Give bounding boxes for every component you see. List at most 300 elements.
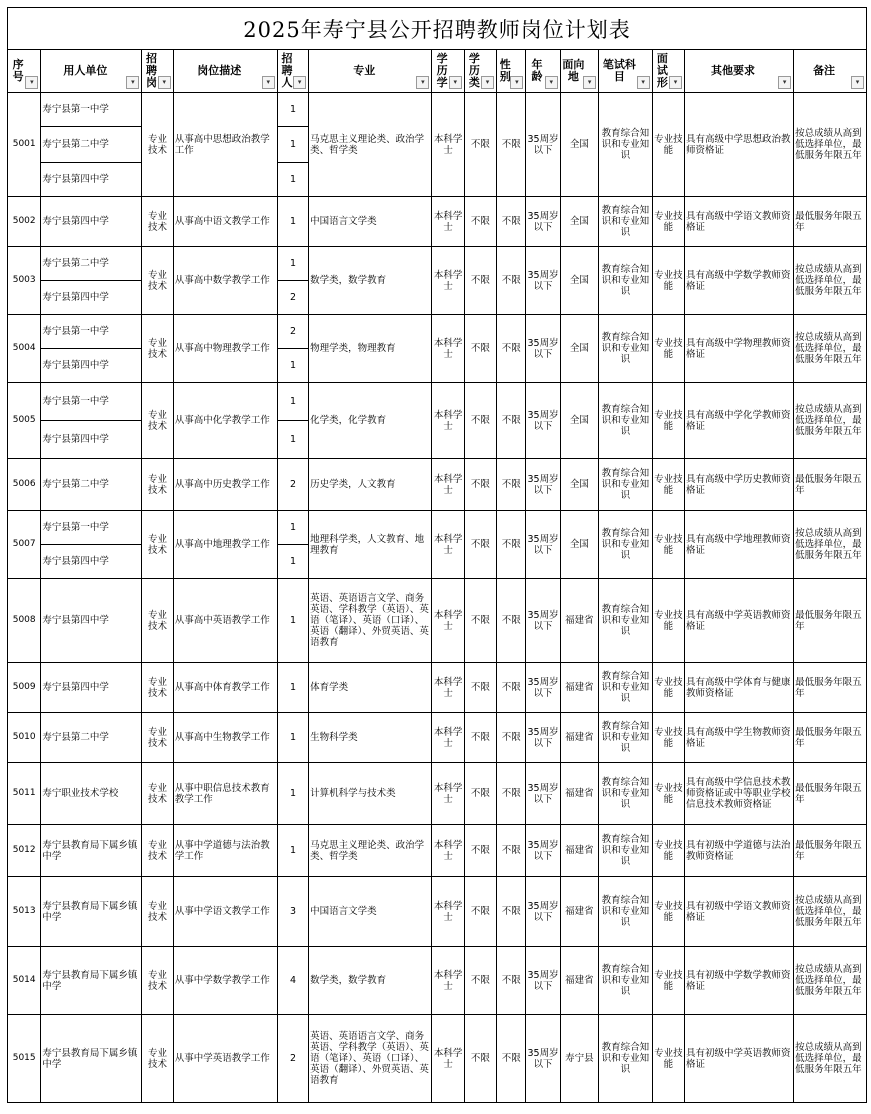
column-header-label: 用人单位 [63, 64, 108, 77]
age-requirement: 35周岁以下 [526, 877, 560, 947]
interview-format: 专业技能 [652, 197, 684, 247]
written-exam-subject: 教育综合知识和专业知识 [599, 663, 653, 713]
post-description: 从事高中体育教学工作 [173, 663, 277, 713]
headcount: 1 [277, 713, 308, 763]
column-header [652, 50, 684, 93]
post-category: 专业技术 [142, 763, 173, 825]
employer-unit: 寿宁县第二中学 [41, 713, 142, 763]
age-requirement: 35周岁以下 [526, 825, 560, 877]
interview-format: 专业技能 [652, 947, 684, 1015]
position-code: 5003 [8, 247, 41, 315]
post-category: 专业技术 [142, 511, 173, 579]
written-exam-subject: 教育综合知识和专业知识 [599, 947, 653, 1015]
education-type: 不限 [464, 877, 496, 947]
other-requirements: 具有高级中学历史教师资格证 [684, 459, 793, 511]
post-description: 从事高中数学教学工作 [173, 247, 277, 315]
major-requirement: 英语、英语语言文学、商务英语、学科教学（英语）、英语（笔译）、英语（口译）、英语（翻译）、外贸英语、英语教育 [309, 579, 432, 663]
table-row [8, 877, 867, 947]
major-requirement: 物理学类，物理教育 [309, 315, 432, 383]
major-requirement: 马克思主义理论类、政治学类、哲学类 [309, 93, 432, 197]
filter-dropdown-icon[interactable]: ▾ [25, 76, 38, 89]
degree-requirement: 本科学士 [432, 247, 464, 315]
table-row [8, 459, 867, 511]
headcount: 1 [277, 247, 308, 281]
education-type: 不限 [464, 763, 496, 825]
interview-format: 专业技能 [652, 825, 684, 877]
filter-dropdown-icon[interactable]: ▾ [545, 76, 558, 89]
post-category: 专业技术 [142, 877, 173, 947]
table-row [8, 247, 867, 281]
degree-requirement: 本科学士 [432, 663, 464, 713]
remarks: 按总成绩从高到低选择单位，最低服务年限五年 [794, 947, 867, 1015]
column-header [277, 50, 308, 93]
remarks: 按总成绩从高到低选择单位，最低服务年限五年 [794, 1015, 867, 1103]
other-requirements: 具有高级中学体育与健康教师资格证 [684, 663, 793, 713]
other-requirements: 具有初级中学数学教师资格证 [684, 947, 793, 1015]
written-exam-subject: 教育综合知识和专业知识 [599, 877, 653, 947]
post-category: 专业技术 [142, 247, 173, 315]
major-requirement: 中国语言文学类 [309, 877, 432, 947]
table-row [8, 511, 867, 545]
age-requirement: 35周岁以下 [526, 383, 560, 459]
education-type: 不限 [464, 579, 496, 663]
employer-unit: 寿宁县第四中学 [41, 579, 142, 663]
position-table [7, 49, 867, 1103]
employer-unit: 寿宁县第一中学 [41, 383, 142, 421]
interview-format: 专业技能 [652, 713, 684, 763]
position-code: 5012 [8, 825, 41, 877]
post-category: 专业技术 [142, 713, 173, 763]
major-requirement: 数学类，数学教育 [309, 247, 432, 315]
degree-requirement: 本科学士 [432, 511, 464, 579]
age-requirement: 35周岁以下 [526, 315, 560, 383]
column-header [794, 50, 867, 93]
filter-dropdown-icon[interactable]: ▾ [416, 76, 429, 89]
headcount: 3 [277, 877, 308, 947]
headcount: 2 [277, 459, 308, 511]
education-type: 不限 [464, 247, 496, 315]
major-requirement: 数学类，数学教育 [309, 947, 432, 1015]
filter-dropdown-icon[interactable]: ▾ [583, 76, 596, 89]
position-code: 5010 [8, 713, 41, 763]
filter-dropdown-icon[interactable]: ▾ [851, 76, 864, 89]
gender-requirement: 不限 [497, 1015, 526, 1103]
headcount: 1 [277, 127, 308, 163]
target-region: 福建省 [560, 579, 598, 663]
headcount: 1 [277, 93, 308, 127]
degree-requirement: 本科学士 [432, 93, 464, 197]
column-header-label: 备注 [813, 64, 836, 77]
filter-dropdown-icon[interactable]: ▾ [778, 76, 791, 89]
gender-requirement: 不限 [497, 713, 526, 763]
filter-dropdown-icon[interactable]: ▾ [158, 76, 171, 89]
post-category: 专业技术 [142, 579, 173, 663]
written-exam-subject: 教育综合知识和专业知识 [599, 763, 653, 825]
post-description: 从事中学语文教学工作 [173, 877, 277, 947]
employer-unit: 寿宁县第四中学 [41, 349, 142, 383]
post-category: 专业技术 [142, 459, 173, 511]
other-requirements: 具有高级中学化学教师资格证 [684, 383, 793, 459]
remarks: 按总成绩从高到低选择单位，最低服务年限五年 [794, 383, 867, 459]
column-header [142, 50, 173, 93]
interview-format: 专业技能 [652, 579, 684, 663]
major-requirement: 生物科学类 [309, 713, 432, 763]
post-description: 从事高中语文教学工作 [173, 197, 277, 247]
post-category: 专业技术 [142, 947, 173, 1015]
degree-requirement: 本科学士 [432, 1015, 464, 1103]
target-region: 全国 [560, 247, 598, 315]
remarks: 最低服务年限五年 [794, 197, 867, 247]
employer-unit: 寿宁县第一中学 [41, 511, 142, 545]
education-type: 不限 [464, 383, 496, 459]
gender-requirement: 不限 [497, 315, 526, 383]
column-header [684, 50, 793, 93]
post-description: 从事高中历史教学工作 [173, 459, 277, 511]
remarks: 按总成绩从高到低选择单位，最低服务年限五年 [794, 315, 867, 383]
position-code: 5009 [8, 663, 41, 713]
remarks: 按总成绩从高到低选择单位，最低服务年限五年 [794, 877, 867, 947]
other-requirements: 具有高级中学信息技术教师资格证或中等职业学校信息技术教师资格证 [684, 763, 793, 825]
table-row [8, 197, 867, 247]
column-header [464, 50, 496, 93]
major-requirement: 地理科学类，人文教育、地理教育 [309, 511, 432, 579]
interview-format: 专业技能 [652, 511, 684, 579]
interview-format: 专业技能 [652, 877, 684, 947]
interview-format: 专业技能 [652, 459, 684, 511]
post-description: 从事中学道德与法治教学工作 [173, 825, 277, 877]
education-type: 不限 [464, 947, 496, 1015]
interview-format: 专业技能 [652, 383, 684, 459]
gender-requirement: 不限 [497, 579, 526, 663]
interview-format: 专业技能 [652, 763, 684, 825]
gender-requirement: 不限 [497, 763, 526, 825]
remarks: 最低服务年限五年 [794, 825, 867, 877]
target-region: 寿宁县 [560, 1015, 598, 1103]
table-row [8, 93, 867, 127]
position-code: 5008 [8, 579, 41, 663]
education-type: 不限 [464, 511, 496, 579]
headcount: 1 [277, 545, 308, 579]
position-code: 5015 [8, 1015, 41, 1103]
gender-requirement: 不限 [497, 197, 526, 247]
post-description: 从事中学英语教学工作 [173, 1015, 277, 1103]
education-type: 不限 [464, 197, 496, 247]
target-region: 全国 [560, 459, 598, 511]
written-exam-subject: 教育综合知识和专业知识 [599, 511, 653, 579]
spreadsheet [7, 7, 867, 1103]
target-region: 全国 [560, 197, 598, 247]
employer-unit: 寿宁县第二中学 [41, 459, 142, 511]
degree-requirement: 本科学士 [432, 197, 464, 247]
employer-unit: 寿宁县第四中学 [41, 281, 142, 315]
post-category: 专业技术 [142, 315, 173, 383]
written-exam-subject: 教育综合知识和专业知识 [599, 579, 653, 663]
written-exam-subject: 教育综合知识和专业知识 [599, 459, 653, 511]
column-header [309, 50, 432, 93]
post-category: 专业技术 [142, 825, 173, 877]
degree-requirement: 本科学士 [432, 825, 464, 877]
headcount: 2 [277, 1015, 308, 1103]
major-requirement: 历史学类，人文教育 [309, 459, 432, 511]
column-header-label: 年龄 [531, 58, 543, 83]
gender-requirement: 不限 [497, 877, 526, 947]
position-code: 5001 [8, 93, 41, 197]
column-header-label: 其他要求 [711, 64, 756, 77]
major-requirement: 英语、英语语言文学、商务英语、学科教学（英语）、英语（笔译）、英语（口译）、英语（翻译）、外贸英语、英语教育 [309, 1015, 432, 1103]
gender-requirement: 不限 [497, 663, 526, 713]
employer-unit: 寿宁县第四中学 [41, 545, 142, 579]
table-row [8, 315, 867, 349]
filter-dropdown-icon[interactable]: ▾ [669, 76, 682, 89]
headcount: 1 [277, 825, 308, 877]
column-header [41, 50, 142, 93]
headcount: 1 [277, 163, 308, 197]
interview-format: 专业技能 [652, 315, 684, 383]
table-row [8, 825, 867, 877]
employer-unit: 寿宁县第二中学 [41, 127, 142, 163]
headcount: 1 [277, 763, 308, 825]
post-description: 从事中学数学教学工作 [173, 947, 277, 1015]
headcount: 2 [277, 281, 308, 315]
employer-unit: 寿宁县第四中学 [41, 663, 142, 713]
age-requirement: 35周岁以下 [526, 663, 560, 713]
filter-dropdown-icon[interactable]: ▾ [510, 76, 523, 89]
column-header-label: 面向地 [562, 58, 585, 83]
major-requirement: 马克思主义理论类、政治学类、哲学类 [309, 825, 432, 877]
employer-unit: 寿宁县第一中学 [41, 93, 142, 127]
target-region: 福建省 [560, 947, 598, 1015]
remarks: 按总成绩从高到低选择单位，最低服务年限五年 [794, 93, 867, 197]
filter-dropdown-icon[interactable]: ▾ [449, 76, 462, 89]
column-header [526, 50, 560, 93]
column-header [8, 50, 41, 93]
remarks: 按总成绩从高到低选择单位，最低服务年限五年 [794, 511, 867, 579]
written-exam-subject: 教育综合知识和专业知识 [599, 197, 653, 247]
table-row [8, 663, 867, 713]
other-requirements: 具有高级中学生物教师资格证 [684, 713, 793, 763]
post-description: 从事高中生物教学工作 [173, 713, 277, 763]
headcount: 1 [277, 383, 308, 421]
post-description: 从事高中化学教学工作 [173, 383, 277, 459]
target-region: 全国 [560, 383, 598, 459]
interview-format: 专业技能 [652, 93, 684, 197]
target-region: 福建省 [560, 763, 598, 825]
target-region: 福建省 [560, 663, 598, 713]
table-row [8, 763, 867, 825]
target-region: 福建省 [560, 713, 598, 763]
filter-dropdown-icon[interactable]: ▾ [481, 76, 494, 89]
written-exam-subject: 教育综合知识和专业知识 [599, 315, 653, 383]
gender-requirement: 不限 [497, 383, 526, 459]
column-header-label: 招聘岗 [146, 52, 158, 89]
gender-requirement: 不限 [497, 511, 526, 579]
headcount: 1 [277, 421, 308, 459]
major-requirement: 计算机科学与技术类 [309, 763, 432, 825]
written-exam-subject: 教育综合知识和专业知识 [599, 713, 653, 763]
other-requirements: 具有高级中学思想政治教师资格证 [684, 93, 793, 197]
headcount: 1 [277, 579, 308, 663]
post-category: 专业技术 [142, 663, 173, 713]
column-header [599, 50, 653, 93]
headcount: 2 [277, 315, 308, 349]
employer-unit: 寿宁县教育局下属乡镇中学 [41, 1015, 142, 1103]
major-requirement: 体育学类 [309, 663, 432, 713]
remarks: 最低服务年限五年 [794, 459, 867, 511]
age-requirement: 35周岁以下 [526, 947, 560, 1015]
column-header-label: 学历类 [468, 52, 480, 89]
education-type: 不限 [464, 459, 496, 511]
position-code: 5004 [8, 315, 41, 383]
position-code: 5005 [8, 383, 41, 459]
post-description: 从事高中英语教学工作 [173, 579, 277, 663]
degree-requirement: 本科学士 [432, 383, 464, 459]
written-exam-subject: 教育综合知识和专业知识 [599, 1015, 653, 1103]
column-header-label: 岗位描述 [197, 64, 242, 77]
other-requirements: 具有初级中学英语教师资格证 [684, 1015, 793, 1103]
degree-requirement: 本科学士 [432, 713, 464, 763]
remarks: 最低服务年限五年 [794, 579, 867, 663]
major-requirement: 中国语言文学类 [309, 197, 432, 247]
filter-dropdown-icon[interactable]: ▾ [637, 76, 650, 89]
column-header [560, 50, 598, 93]
age-requirement: 35周岁以下 [526, 459, 560, 511]
education-type: 不限 [464, 1015, 496, 1103]
post-description: 从事高中思想政治教学工作 [173, 93, 277, 197]
post-description: 从事高中地理教学工作 [173, 511, 277, 579]
degree-requirement: 本科学士 [432, 763, 464, 825]
age-requirement: 35周岁以下 [526, 511, 560, 579]
gender-requirement: 不限 [497, 93, 526, 197]
post-category: 专业技术 [142, 1015, 173, 1103]
target-region: 福建省 [560, 825, 598, 877]
other-requirements: 具有高级中学英语教师资格证 [684, 579, 793, 663]
column-header [173, 50, 277, 93]
column-header-label: 招聘人 [281, 52, 293, 89]
table-row [8, 383, 867, 421]
post-category: 专业技术 [142, 93, 173, 197]
headcount: 1 [277, 511, 308, 545]
column-header-label: 笔试科目 [602, 58, 636, 83]
position-code: 5014 [8, 947, 41, 1015]
major-requirement: 化学类，化学教育 [309, 383, 432, 459]
interview-format: 专业技能 [652, 1015, 684, 1103]
filter-dropdown-icon[interactable]: ▾ [293, 76, 306, 89]
position-code: 5011 [8, 763, 41, 825]
age-requirement: 35周岁以下 [526, 247, 560, 315]
other-requirements: 具有高级中学语文教师资格证 [684, 197, 793, 247]
position-code: 5002 [8, 197, 41, 247]
interview-format: 专业技能 [652, 247, 684, 315]
remarks: 最低服务年限五年 [794, 713, 867, 763]
other-requirements: 具有初级中学道德与法治教师资格证 [684, 825, 793, 877]
written-exam-subject: 教育综合知识和专业知识 [599, 825, 653, 877]
target-region: 全国 [560, 93, 598, 197]
table-row [8, 579, 867, 663]
column-header [497, 50, 526, 93]
post-description: 从事高中物理教学工作 [173, 315, 277, 383]
filter-dropdown-icon[interactable]: ▾ [262, 76, 275, 89]
column-header [432, 50, 464, 93]
remarks: 最低服务年限五年 [794, 763, 867, 825]
interview-format: 专业技能 [652, 663, 684, 713]
gender-requirement: 不限 [497, 947, 526, 1015]
written-exam-subject: 教育综合知识和专业知识 [599, 247, 653, 315]
target-region: 全国 [560, 315, 598, 383]
written-exam-subject: 教育综合知识和专业知识 [599, 93, 653, 197]
table-row [8, 713, 867, 763]
gender-requirement: 不限 [497, 825, 526, 877]
gender-requirement: 不限 [497, 247, 526, 315]
column-header-label: 面试形 [656, 52, 668, 89]
education-type: 不限 [464, 825, 496, 877]
gender-requirement: 不限 [497, 459, 526, 511]
employer-unit: 寿宁县第四中学 [41, 163, 142, 197]
headcount: 4 [277, 947, 308, 1015]
employer-unit: 寿宁县第一中学 [41, 315, 142, 349]
employer-unit: 寿宁县教育局下属乡镇中学 [41, 877, 142, 947]
column-header-label: 学历学 [436, 52, 448, 89]
education-type: 不限 [464, 315, 496, 383]
degree-requirement: 本科学士 [432, 315, 464, 383]
employer-unit: 寿宁县第二中学 [41, 247, 142, 281]
degree-requirement: 本科学士 [432, 459, 464, 511]
other-requirements: 具有高级中学地理教师资格证 [684, 511, 793, 579]
post-category: 专业技术 [142, 383, 173, 459]
employer-unit: 寿宁县第四中学 [41, 197, 142, 247]
age-requirement: 35周岁以下 [526, 1015, 560, 1103]
degree-requirement: 本科学士 [432, 579, 464, 663]
column-header-label: 性别 [499, 58, 511, 83]
table-body [8, 93, 867, 1103]
age-requirement: 35周岁以下 [526, 93, 560, 197]
employer-unit: 寿宁县第四中学 [41, 421, 142, 459]
age-requirement: 35周岁以下 [526, 713, 560, 763]
post-description: 从事中职信息技术教育教学工作 [173, 763, 277, 825]
written-exam-subject: 教育综合知识和专业知识 [599, 383, 653, 459]
age-requirement: 35周岁以下 [526, 763, 560, 825]
remarks: 按总成绩从高到低选择单位，最低服务年限五年 [794, 247, 867, 315]
remarks: 最低服务年限五年 [794, 663, 867, 713]
sheet-title: 2025年寿宁县公开招聘教师岗位计划表 [7, 7, 867, 49]
filter-dropdown-icon[interactable]: ▾ [126, 76, 139, 89]
post-category: 专业技术 [142, 197, 173, 247]
other-requirements: 具有高级中学物理教师资格证 [684, 315, 793, 383]
degree-requirement: 本科学士 [432, 877, 464, 947]
other-requirements: 具有初级中学语文教师资格证 [684, 877, 793, 947]
age-requirement: 35周岁以下 [526, 579, 560, 663]
degree-requirement: 本科学士 [432, 947, 464, 1015]
column-header-label: 专业 [353, 64, 376, 77]
target-region: 全国 [560, 511, 598, 579]
employer-unit: 寿宁县教育局下属乡镇中学 [41, 947, 142, 1015]
headcount: 1 [277, 349, 308, 383]
education-type: 不限 [464, 713, 496, 763]
education-type: 不限 [464, 93, 496, 197]
header-row [8, 50, 867, 93]
table-row [8, 1015, 867, 1103]
column-header-label: 序号 [12, 58, 24, 83]
education-type: 不限 [464, 663, 496, 713]
employer-unit: 寿宁县教育局下属乡镇中学 [41, 825, 142, 877]
headcount: 1 [277, 197, 308, 247]
position-code: 5007 [8, 511, 41, 579]
target-region: 福建省 [560, 877, 598, 947]
position-code: 5006 [8, 459, 41, 511]
age-requirement: 35周岁以下 [526, 197, 560, 247]
position-code: 5013 [8, 877, 41, 947]
other-requirements: 具有高级中学数学教师资格证 [684, 247, 793, 315]
employer-unit: 寿宁职业技术学校 [41, 763, 142, 825]
